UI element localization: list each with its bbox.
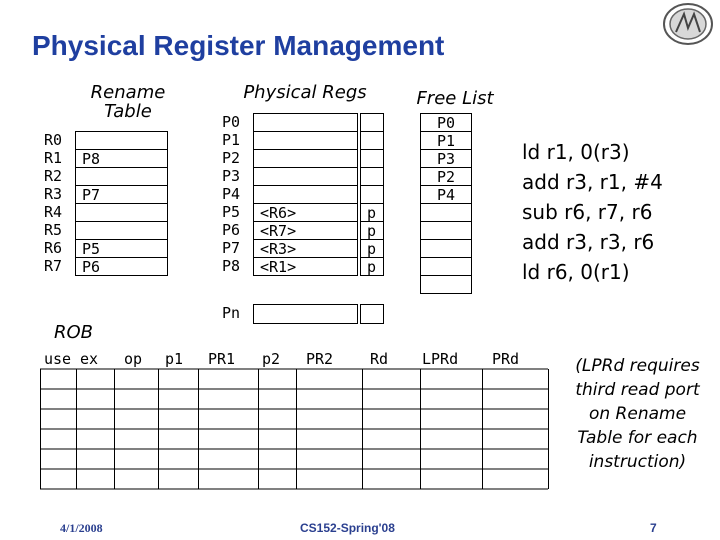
physical-reg-label: P6 [222, 221, 241, 239]
present-bit-value: p [367, 240, 377, 258]
rename-table-row [76, 132, 167, 150]
note-line: on Rename [588, 404, 687, 424]
page-title: Physical Register Management [32, 30, 445, 61]
lprd-note [555, 354, 720, 474]
free-list-value: P3 [436, 150, 456, 168]
rename-table-row [76, 204, 167, 222]
free-list-value [421, 204, 471, 222]
present-bit-value: p [367, 222, 377, 240]
rob-column-header: PR1 [208, 350, 236, 368]
physical-reg-label: P1 [222, 131, 241, 149]
instruction-list [522, 137, 663, 287]
university-seal-logo [662, 2, 714, 46]
physical-reg-row [254, 240, 357, 258]
rename-table-header [78, 82, 178, 122]
physical-reg-row [254, 258, 357, 276]
footer-date: 4/1/2008 [60, 521, 103, 535]
instruction-line: ld r1, 0(r3) [522, 140, 630, 164]
rename-table-row [76, 240, 167, 258]
physical-reg-value: <R3> [260, 240, 297, 258]
free-list-value [421, 276, 471, 294]
footer-course: CS152-Spring'08 [300, 521, 395, 535]
rename-map-value: P8 [82, 150, 101, 168]
rob-column-header: op [124, 350, 143, 368]
pn-present-cell [360, 304, 384, 324]
rename-table-row [76, 222, 167, 240]
free-list-value: P4 [436, 186, 456, 204]
free-list-value [421, 222, 471, 240]
physical-reg-row [254, 204, 357, 222]
physical-reg-row [254, 132, 357, 150]
physical-reg-label: P4 [222, 185, 241, 203]
rename-table-reg-labels [44, 131, 62, 275]
present-bit-row [361, 258, 383, 276]
physical-reg-label: P7 [222, 239, 241, 257]
rename-reg-label: R6 [44, 239, 63, 257]
free-list-entry [421, 114, 471, 132]
free-list-value: P2 [436, 168, 456, 186]
rename-reg-label: R1 [44, 149, 63, 167]
rob-column-header: PRd [492, 350, 520, 368]
free-list-value [421, 240, 471, 258]
physical-reg-label: P2 [222, 149, 241, 167]
rename-map-value: P5 [82, 240, 101, 258]
physical-reg-label: P3 [222, 167, 241, 185]
rename-reg-label: R2 [44, 167, 63, 185]
pn-label: Pn [222, 304, 241, 322]
present-bit-row [361, 186, 383, 204]
free-list-entry [421, 150, 471, 168]
rename-table-header-line2: Table [104, 101, 152, 122]
physical-reg-value: <R7> [260, 222, 297, 240]
instruction-line: ld r6, 0(r1) [522, 260, 630, 284]
rename-map-value: P7 [82, 186, 101, 204]
free-list [420, 113, 472, 294]
present-bit-row [361, 150, 383, 168]
rename-table-row [76, 150, 167, 168]
present-bit-row [361, 168, 383, 186]
free-list-value: P1 [436, 132, 456, 150]
physical-reg-row [254, 168, 357, 186]
rename-table-row [76, 186, 167, 204]
rob-column-header: PR2 [306, 350, 334, 368]
note-line: third read port [575, 380, 700, 400]
physical-reg-label: P5 [222, 203, 241, 221]
instruction-line: add r3, r3, r6 [522, 230, 655, 254]
free-list-entry [421, 186, 471, 204]
present-bit-value: p [367, 258, 377, 276]
rename-reg-label: R3 [44, 185, 63, 203]
physical-reg-label: P8 [222, 257, 241, 275]
physical-regs-present-bits [360, 113, 384, 276]
rob-column-header: p2 [262, 350, 281, 368]
free-list-value [421, 258, 471, 276]
footer-page-number: 7 [650, 521, 657, 535]
rename-reg-label: R4 [44, 203, 63, 221]
physical-reg-label: P0 [222, 113, 241, 131]
physical-regs-header: Physical Regs [243, 82, 367, 103]
rename-reg-label: R0 [44, 131, 63, 149]
rob-column-header: use [44, 350, 72, 368]
free-list-entry [421, 276, 471, 294]
rob-column-header: Rd [370, 350, 389, 368]
physical-reg-row [254, 222, 357, 240]
free-list-entry [421, 240, 471, 258]
note-line: instruction) [588, 452, 687, 472]
physical-reg-value: <R6> [260, 204, 297, 222]
free-list-entry [421, 258, 471, 276]
rename-reg-label: R5 [44, 221, 63, 239]
rename-reg-label: R7 [44, 257, 63, 275]
physical-reg-value: <R1> [260, 258, 297, 276]
physical-reg-row [254, 114, 357, 132]
note-line: Table for each [577, 428, 698, 448]
free-list-entry [421, 222, 471, 240]
free-list-entry [421, 132, 471, 150]
rob-grid [40, 368, 550, 498]
rename-map-value: P6 [82, 258, 101, 276]
present-bit-row [361, 204, 383, 222]
free-list-entry [421, 168, 471, 186]
instruction-line: sub r6, r7, r6 [522, 200, 653, 224]
present-bit-row [361, 114, 383, 132]
note-line: (LPRd requires [575, 356, 700, 376]
rename-table [75, 131, 168, 276]
rename-table-row [76, 168, 167, 186]
physical-regs-values [253, 113, 358, 276]
rob-column-header: p1 [165, 350, 184, 368]
rob-column-header: ex [80, 350, 99, 368]
instruction-line: add r3, r1, #4 [522, 170, 663, 194]
pn-value-cell [253, 304, 358, 324]
rob-table [40, 368, 550, 502]
rename-table-header-line1: Rename [90, 82, 166, 103]
rob-column-header: LPRd [422, 350, 459, 368]
free-list-header: Free List [416, 88, 494, 109]
physical-reg-row [254, 186, 357, 204]
free-list-value: P0 [436, 114, 456, 132]
present-bit-row [361, 222, 383, 240]
rob-label: ROB [54, 322, 94, 343]
physical-reg-row [254, 150, 357, 168]
physical-reg-labels [222, 113, 240, 275]
present-bit-row [361, 240, 383, 258]
present-bit-value: p [367, 204, 377, 222]
free-list-entry [421, 204, 471, 222]
rename-table-row [76, 258, 167, 276]
present-bit-row [361, 132, 383, 150]
